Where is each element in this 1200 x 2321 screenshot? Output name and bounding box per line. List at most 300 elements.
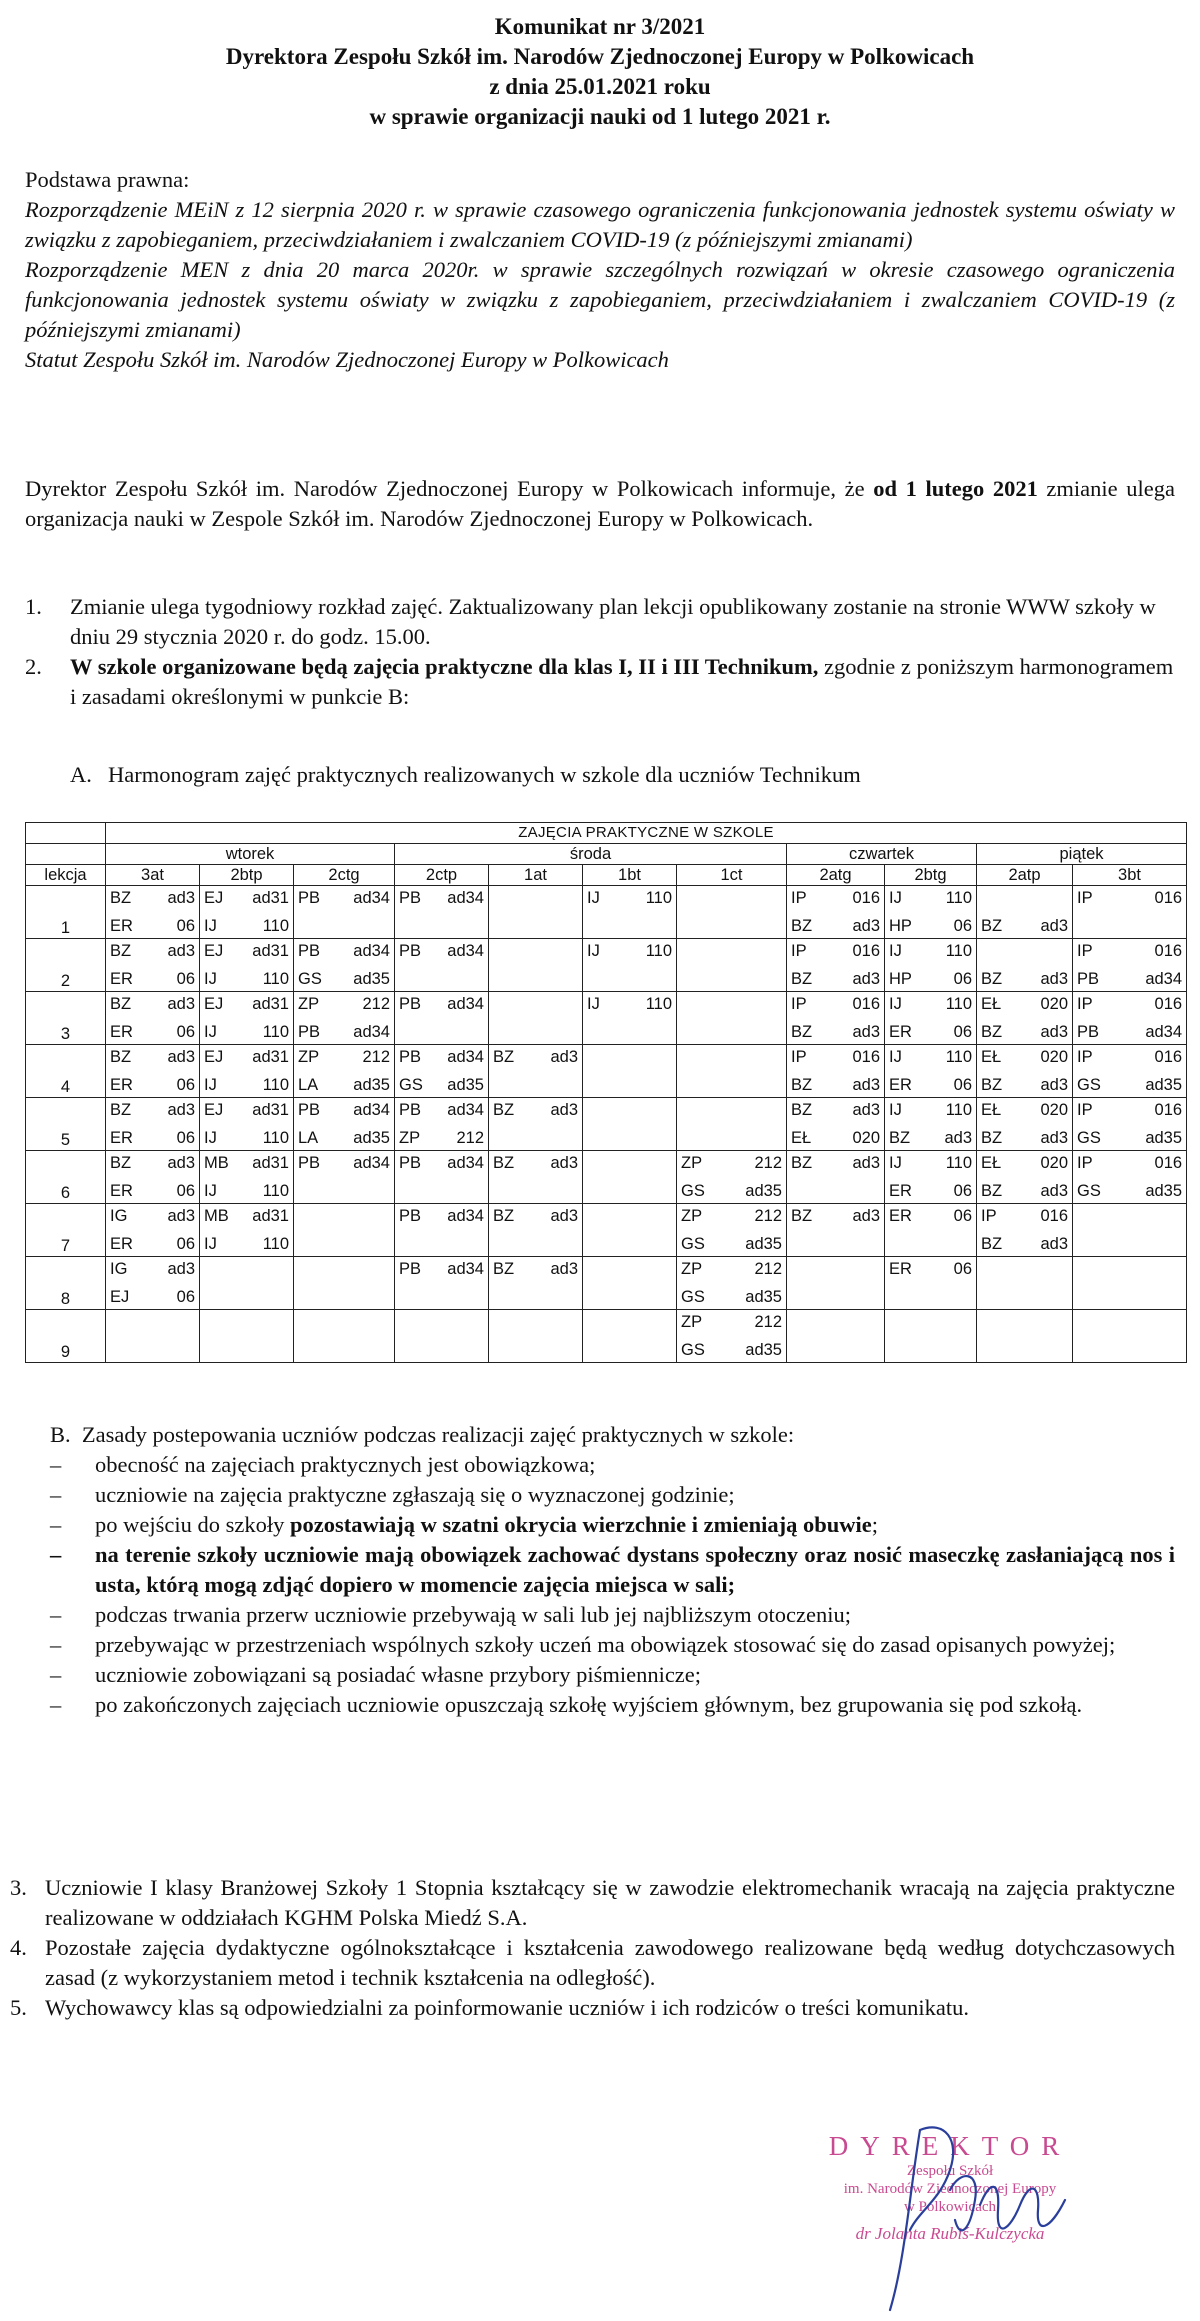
schedule-cell [885,1310,977,1363]
stamp-name: dr Jolanta Rubiś-Kulczycka [855,2224,1045,2243]
teacher-room-entry [395,1285,488,1309]
class-header: 2atp [977,865,1073,886]
teacher-room-entry: BZ ad3 [493,1260,578,1278]
teacher-room-entry: IJ 110 [889,1101,972,1119]
schedule-cell [294,1310,395,1363]
teacher-room-entry [583,1179,676,1203]
class-header: 1bt [583,865,677,886]
header-line-3: z dnia 25.01.2021 roku [489,74,711,99]
class-header: 2btg [885,865,977,886]
schedule-title: A. Harmonogram zajęć praktycznych realizowanych w szkole dla uczniów Technikum [70,762,861,787]
intro-paragraph: Dyrektor Zespołu Szkół im. Narodów Zjednoczonej Europy w Polkowicach informuje, że od 1 lutego 2021 zmianie ulega organizacja nauki w Zespole Szkół im. Narodów Zjednoczonej Europy w Polkowicach. [25,476,1175,531]
teacher-room-entry [294,1232,394,1256]
schedule-cell [489,992,583,1045]
teacher-room-entry: IJ 110 [889,889,972,907]
schedule-cell [677,886,787,939]
teacher-room-entry [583,1338,676,1362]
schedule-cell [200,886,294,939]
teacher-room-entry: IP 016 [791,995,880,1013]
teacher-room-entry: GS ad35 [298,970,390,988]
schedule-cell [106,1310,200,1363]
teacher-room-entry: BZ ad3 [981,1076,1068,1094]
schedule-cell [489,886,583,939]
teacher-room-entry [106,1338,199,1362]
schedule-cell [583,1151,677,1204]
schedule-cell [294,939,395,992]
schedule-cell [787,1098,885,1151]
teacher-room-entry [885,1338,976,1362]
lesson-number: 9 [26,1310,106,1363]
teacher-room-entry: BZ ad3 [493,1154,578,1172]
schedule-cell [395,1204,489,1257]
teacher-room-entry [1073,1232,1186,1256]
lesson-number: 5 [26,1098,106,1151]
schedule-cell [106,1098,200,1151]
teacher-room-entry: BZ ad3 [791,917,880,935]
teacher-room-entry: PB ad34 [1077,1023,1183,1041]
teacher-room-entry: IJ 110 [204,1182,289,1200]
teacher-room-entry [489,1179,582,1203]
teacher-room-entry [583,1045,676,1069]
schedule-cell [200,1310,294,1363]
header-line-1: Komunikat nr 3/2021 [494,14,706,39]
teacher-room-entry: EJ ad31 [204,889,289,907]
schedule-cell [583,1045,677,1098]
teacher-room-entry [977,1257,1072,1281]
teacher-room-entry [395,1338,488,1362]
teacher-room-entry [583,1098,676,1122]
teacher-room-entry: LA ad35 [298,1076,390,1094]
lesson-row [26,1257,1187,1310]
teacher-room-entry [787,1179,884,1203]
teacher-room-entry: PB ad34 [399,889,484,907]
schedule-cell [787,1257,885,1310]
teacher-room-entry: ER 06 [110,1076,195,1094]
schedule-cell [1073,1151,1187,1204]
teacher-room-entry: MB ad31 [204,1154,289,1172]
teacher-room-entry: GS ad35 [1077,1182,1183,1200]
teacher-room-entry [395,1232,488,1256]
timetable-caption: ZAJĘCIA PRAKTYCZNE W SZKOLE [106,823,1187,844]
teacher-room-entry: IJ 110 [889,1154,972,1172]
teacher-room-entry: PB ad34 [298,889,390,907]
schedule-cell [583,939,677,992]
class-header: 2ctp [395,865,489,886]
teacher-room-entry: ER 06 [110,917,195,935]
teacher-room-entry [977,1310,1072,1334]
teacher-room-entry: EJ ad31 [204,1101,289,1119]
schedule-cell [200,992,294,1045]
lesson-row [26,939,1187,992]
schedule-cell [885,886,977,939]
schedule-cell [885,1151,977,1204]
teacher-room-entry: HP 06 [889,917,972,935]
teacher-room-entry: BZ ad3 [110,1048,195,1066]
teacher-room-entry: PB ad34 [399,1154,484,1172]
teacher-room-entry: IG ad3 [110,1260,195,1278]
schedule-cell [395,1310,489,1363]
teacher-room-entry [977,886,1072,910]
schedule-cell [489,1204,583,1257]
teacher-room-entry: EJ 06 [110,1288,195,1306]
day-header: piątek [977,844,1187,865]
schedule-cell [1073,992,1187,1045]
rules-section-b [25,1420,1175,1720]
teacher-room-entry: IJ 110 [587,995,672,1013]
teacher-room-entry: ZP 212 [298,995,390,1013]
teacher-room-entry: LA ad35 [298,1129,390,1147]
teacher-room-entry: ER 06 [110,1023,195,1041]
teacher-room-entry [677,1098,786,1122]
teacher-room-entry [583,1126,676,1150]
teacher-room-entry [489,939,582,963]
teacher-room-entry: ER 06 [889,1076,972,1094]
class-header: 2ctg [294,865,395,886]
teacher-room-entry [677,967,786,991]
teacher-room-entry: BZ ad3 [791,1154,880,1172]
final-points [0,1873,1175,2023]
schedule-cell [677,1257,787,1310]
schedule-cell [885,1098,977,1151]
teacher-room-entry: BZ ad3 [791,970,880,988]
teacher-room-entry: IJ 110 [204,917,289,935]
lesson-row [26,1151,1187,1204]
teacher-room-entry: PB ad34 [1077,970,1183,988]
lesson-row [26,1310,1187,1363]
day-header: wtorek [106,844,395,865]
class-header: 1at [489,865,583,886]
lesson-row [26,1045,1187,1098]
teacher-room-entry [977,1338,1072,1362]
schedule-cell [489,1045,583,1098]
teacher-room-entry [1073,1338,1186,1362]
teacher-room-entry [294,1257,394,1281]
legal-basis-label: Podstawa prawna: [25,167,190,192]
teacher-room-entry: IP 016 [1077,942,1183,960]
teacher-room-entry [294,1285,394,1309]
schedule-cell [677,1151,787,1204]
teacher-room-entry: ZP 212 [681,1313,782,1331]
schedule-cell [106,1204,200,1257]
teacher-room-entry: EŁ 020 [981,995,1068,1013]
stamp-title: DYREKTOR [828,2131,1072,2161]
teacher-room-entry: GS ad35 [681,1341,782,1359]
teacher-room-entry [583,967,676,991]
schedule-cell [885,1045,977,1098]
schedule-cell [395,1257,489,1310]
schedule-cell [787,1045,885,1098]
point-2: 2. W szkole organizowane będą zajęcia praktyczne dla klas I, II i III Technikum, zgodnie z poniższym harmonogramem i zasadami określonymi w punkcie B: [25,654,1174,709]
schedule-cell [677,1098,787,1151]
schedule-cell [583,886,677,939]
teacher-room-entry: BZ ad3 [981,1182,1068,1200]
teacher-room-entry [677,886,786,910]
schedule-cell [977,1257,1073,1310]
teacher-room-entry [294,1310,394,1334]
teacher-room-entry: BZ ad3 [981,1023,1068,1041]
teacher-room-entry [489,1126,582,1150]
header-line-4: w sprawie organizacji nauki od 1 lutego 2021 r. [369,104,831,129]
teacher-room-entry [489,1020,582,1044]
teacher-room-entry [583,1285,676,1309]
lesson-row [26,886,1187,939]
teacher-room-entry: ZP 212 [399,1129,484,1147]
lesson-row [26,992,1187,1045]
teacher-room-entry: IP 016 [1077,995,1183,1013]
schedule-cell [977,1098,1073,1151]
schedule-cell [489,939,583,992]
teacher-room-entry: IG ad3 [110,1207,195,1225]
rule-item: – obecność na zajęciach praktycznych jest obowiązkowa; [50,1452,596,1477]
schedule-cell [294,992,395,1045]
teacher-room-entry: BZ ad3 [981,1235,1068,1253]
legal-item: Rozporządzenie MEN z dnia 20 marca 2020r. w sprawie szczególnych rozwiązań w okresie czasowego ograniczenia funkcjonowania jednostek systemu oświaty w związku z zapobieganiem, przeciwdziałaniem i zwalczaniem COVID-19 (z późniejszymi zmianami) [25,257,1175,342]
schedule-cell [200,1204,294,1257]
teacher-room-entry [1073,1310,1186,1334]
teacher-room-entry: GS ad35 [399,1076,484,1094]
teacher-room-entry [489,967,582,991]
schedule-cell [677,939,787,992]
teacher-room-entry: IP 016 [791,1048,880,1066]
teacher-room-entry [583,1020,676,1044]
schedule-cell [200,1151,294,1204]
teacher-room-entry: EJ ad31 [204,995,289,1013]
schedule-cell [395,886,489,939]
rule-item: – po zakończonych zajęciach uczniowie opuszczają szkołę wyjściem głównym, bez grupowania się pod szkołą. [50,1692,1083,1717]
point-1: 1. Zmianie ulega tygodniowy rozkład zajęć. Zaktualizowany plan lekcji opublikowany zostanie na stronie WWW szkoły w dniu 29 stycznia 2020 r. do godz. 15.00. [25,594,1156,649]
teacher-room-entry: GS ad35 [681,1235,782,1253]
teacher-room-entry [294,1204,394,1228]
teacher-room-entry: BZ ad3 [981,970,1068,988]
teacher-room-entry [677,1126,786,1150]
teacher-room-entry: BZ ad3 [889,1129,972,1147]
teacher-room-entry: PB ad34 [399,1207,484,1225]
teacher-room-entry [489,1285,582,1309]
schedule-cell [977,1310,1073,1363]
schedule-cell [977,1151,1073,1204]
schedule-cell [1073,1045,1187,1098]
teacher-room-entry [1073,1257,1186,1281]
teacher-room-entry: BZ ad3 [791,1207,880,1225]
schedule-cell [885,939,977,992]
schedule-cell [583,992,677,1045]
teacher-room-entry [1073,1204,1186,1228]
stamp-line: im. Narodów Zjednoczonej Europy [843,2181,1057,2197]
teacher-room-entry [583,1310,676,1334]
lesson-number: 1 [26,886,106,939]
teacher-room-entry: PB ad34 [399,995,484,1013]
schedule-cell [977,886,1073,939]
teacher-room-entry: BZ ad3 [110,1101,195,1119]
schedule-cell [677,1204,787,1257]
teacher-room-entry [200,1338,293,1362]
schedule-cell [395,992,489,1045]
schedule-cell [583,1257,677,1310]
teacher-room-entry: HP 06 [889,970,972,988]
teacher-room-entry: IJ 110 [587,889,672,907]
teacher-room-entry: PB ad34 [298,1101,390,1119]
teacher-room-entry: IP 016 [791,942,880,960]
teacher-room-entry [106,1310,199,1334]
schedule-cell [1073,1310,1187,1363]
lesson-number: 4 [26,1045,106,1098]
teacher-room-entry [489,1073,582,1097]
teacher-room-entry: EJ ad31 [204,1048,289,1066]
rule-item: – uczniowie zobowiązani są posiadać własne przybory piśmiennicze; [50,1662,702,1687]
schedule-cell [294,1151,395,1204]
schedule-cell [294,1045,395,1098]
schedule-cell [787,1310,885,1363]
schedule-cell [106,939,200,992]
schedule-cell [294,1204,395,1257]
teacher-room-entry [489,992,582,1016]
teacher-room-entry [583,1232,676,1256]
schedule-cell [489,1151,583,1204]
schedule-cell [787,886,885,939]
rule-item: – uczniowie na zajęcia praktyczne zgłaszają się o wyznaczonej godzinie; [50,1482,735,1507]
teacher-room-entry: IJ 110 [204,1129,289,1147]
point-5: 5. Wychowawcy klas są odpowiedzialni za poinformowanie uczniów i ich rodziców o treści komunikatu. [10,1995,969,2020]
teacher-room-entry [395,1020,488,1044]
teacher-room-entry: ER 06 [110,1182,195,1200]
teacher-room-entry: BZ ad3 [791,1101,880,1119]
teacher-room-entry [395,1179,488,1203]
schedule-cell [395,1098,489,1151]
schedule-cell [200,1098,294,1151]
schedule-cell [677,992,787,1045]
lesson-column-header: lekcja [26,865,106,886]
teacher-room-entry [677,1020,786,1044]
teacher-room-entry [677,1045,786,1069]
teacher-room-entry: ER 06 [889,1023,972,1041]
schedule-cell [583,1310,677,1363]
teacher-room-entry: IJ 110 [204,970,289,988]
teacher-room-entry: ZP 212 [681,1154,782,1172]
teacher-room-entry: IJ 110 [204,1076,289,1094]
schedule-cell [395,1151,489,1204]
teacher-room-entry: BZ ad3 [493,1048,578,1066]
schedule-cell [106,1045,200,1098]
teacher-room-entry [200,1310,293,1334]
teacher-room-entry [489,1310,582,1334]
lesson-row [26,1204,1187,1257]
legal-item: Statut Zespołu Szkół im. Narodów Zjednoczonej Europy w Polkowicach [25,347,669,372]
teacher-room-entry: ER 06 [889,1182,972,1200]
teacher-room-entry [200,1285,293,1309]
schedule-cell [583,1098,677,1151]
handwritten-signature [850,2110,1100,2320]
teacher-room-entry: PB ad34 [298,942,390,960]
schedule-cell [1073,939,1187,992]
teacher-room-entry: GS ad35 [1077,1129,1183,1147]
teacher-room-entry [787,1338,884,1362]
class-header: 2btp [200,865,294,886]
class-header: 2atg [787,865,885,886]
teacher-room-entry [294,914,394,938]
schedule-cell [200,939,294,992]
rules-title: B. Zasady postepowania uczniów podczas realizacji zajęć praktycznych w szkole: [50,1422,795,1447]
teacher-room-entry: BZ ad3 [110,1154,195,1172]
teacher-room-entry [200,1257,293,1281]
schedule-cell [1073,886,1187,939]
schedule-cell [977,1204,1073,1257]
teacher-room-entry: ZP 212 [681,1260,782,1278]
teacher-room-entry: IJ 110 [889,995,972,1013]
teacher-room-entry: IP 016 [1077,1048,1183,1066]
teacher-room-entry: EJ ad31 [204,942,289,960]
lesson-number: 2 [26,939,106,992]
teacher-room-entry [583,1257,676,1281]
teacher-room-entry [1073,1285,1186,1309]
teacher-room-entry: EŁ 020 [981,1048,1068,1066]
teacher-room-entry [294,1179,394,1203]
teacher-room-entry: IJ 110 [889,942,972,960]
teacher-room-entry [583,1151,676,1175]
teacher-room-entry [489,1232,582,1256]
teacher-room-entry: PB ad34 [399,1101,484,1119]
teacher-room-entry [787,1310,884,1334]
schedule-cell [1073,1098,1187,1151]
legal-basis [25,165,1175,375]
header-line-2: Dyrektora Zespołu Szkół im. Narodów Zjednoczonej Europy w Polkowicach [225,44,975,69]
teacher-room-entry [395,967,488,991]
teacher-room-entry: IJ 110 [889,1048,972,1066]
teacher-room-entry [885,1232,976,1256]
schedule-cell [294,886,395,939]
teacher-room-entry: MB ad31 [204,1207,289,1225]
schedule-cell [294,1098,395,1151]
teacher-room-entry [885,1285,976,1309]
rule-item: – podczas trwania przerw uczniowie przebywają w sali lub jej najbliższym otoczeniu; [50,1602,851,1627]
schedule-cell [294,1257,395,1310]
schedule-cell [885,992,977,1045]
teacher-room-entry: IP 016 [1077,1154,1183,1172]
schedule-cell [1073,1257,1187,1310]
class-header: 3bt [1073,865,1187,886]
teacher-room-entry [489,1338,582,1362]
schedule-cell [787,992,885,1045]
teacher-room-entry: BZ ad3 [791,1076,880,1094]
schedule-cell [489,1257,583,1310]
teacher-room-entry: IP 016 [981,1207,1068,1225]
point-3: 3. Uczniowie I klasy Branżowej Szkoły 1 Stopnia kształcący się w zawodzie elektromechanik wracają na zajęcia praktyczne realizowane w oddziałach KGHM Polska Miedź S.A. [10,1875,1175,1930]
teacher-room-entry: BZ ad3 [791,1023,880,1041]
teacher-room-entry [395,1310,488,1334]
schedule-cell [1073,1204,1187,1257]
teacher-room-entry: BZ ad3 [110,995,195,1013]
schedule-cell [395,1045,489,1098]
teacher-room-entry: ZP 212 [298,1048,390,1066]
teacher-room-entry [787,1257,884,1281]
teacher-room-entry: ER 06 [110,1129,195,1147]
teacher-room-entry: GS ad35 [681,1182,782,1200]
teacher-room-entry [787,1285,884,1309]
schedule-cell [200,1257,294,1310]
teacher-room-entry: BZ ad3 [493,1207,578,1225]
teacher-room-entry: ER 06 [110,1235,195,1253]
rule-item: – na terenie szkoły uczniowie mają obowiązek zachować dystans społeczny oraz nosić maseczkę zasłaniającą nos i usta, którą mogą zdjąć dopiero w momencie zajęcia miejsca w sali; [50,1542,1175,1597]
teacher-room-entry: ER 06 [110,970,195,988]
day-header: czwartek [787,844,977,865]
teacher-room-entry: ER 06 [889,1260,972,1278]
teacher-room-entry: GS ad35 [681,1288,782,1306]
teacher-room-entry: GS ad35 [1077,1076,1183,1094]
document-header [0,12,1200,132]
schedule-cell [677,1045,787,1098]
teacher-room-entry [583,914,676,938]
teacher-room-entry: IP 016 [1077,1101,1183,1119]
teacher-room-entry [1073,914,1186,938]
